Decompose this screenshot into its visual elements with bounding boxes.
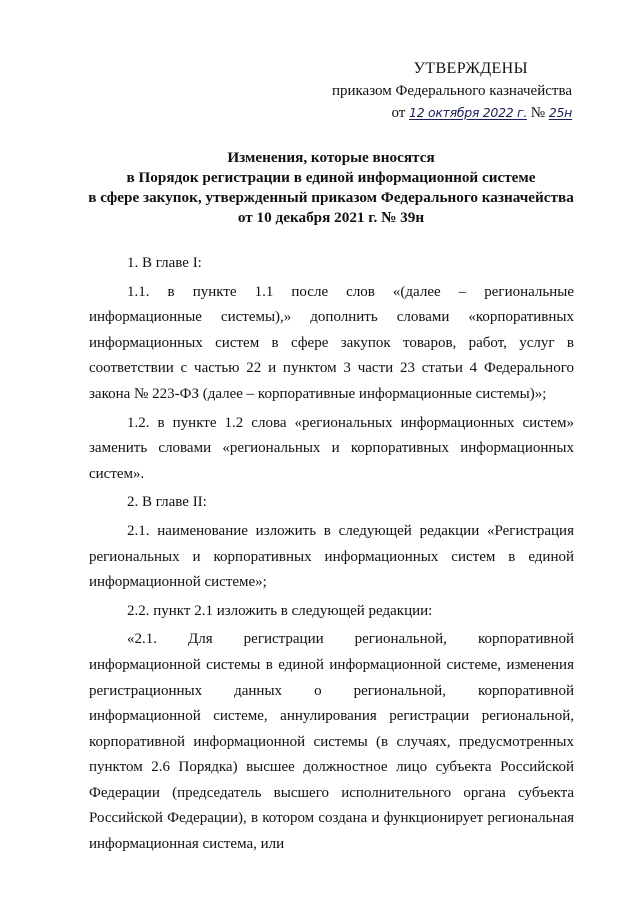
title-line-1: Изменения, которые вносятся [227,149,435,166]
approval-date-prefix: от [391,105,406,121]
approval-date-line [272,102,572,124]
paragraph-2-1-new-text: «2.1. Для регистрации региональной, корпоративной информационной системы в единой информационной системе, изменения регистрационных данных о региональной, корпоративной информационной системе, аннулирования регистрации региональной, корпоративной информационной системы (в случаях, предусмотренных пунктом 2.6 Порядка) высшее должностное лицо субъекта Российской Федерации (председатель высшего исполнительного органа субъекта Российской Федерации), в котором создана и функционирует региональная информационная система, или [89,631,574,853]
paragraph-2-1: 2.1. наименование изложить в следующей редакции «Регистрация региональных и корпоративных информационных систем в единой информационной системе»; [89,522,574,591]
approval-date-handwritten: 12 октября 2022 г. [409,105,527,120]
document-title [86,148,576,228]
title-line-3: в сфере закупок, утвержденный приказом Федерального казначейства [88,189,574,206]
approval-heading: УТВЕРЖДЕНЫ [413,60,528,77]
paragraph-1-2: 1.2. в пункте 1.2 слова «региональных информационных систем» заменить словами «региональных и корпоративных информационных систем». [89,414,574,482]
paragraph-1-1: 1.1. в пункте 1.1 после слов «(далее – региональные информационные системы),» дополнить словами «корпоративных информационных систем в сфере закупок товаров, работ, услуг в соответствии с частью 22 и пунктом 3 части 23 статьи 4 Федерального закона № 223-ФЗ (далее – корпоративные информационные системы)»; [89,283,574,402]
approval-number-sign: № [530,105,546,121]
paragraph-chapter-2: 2. В главе II: [127,494,207,511]
approval-number-handwritten: 25н [548,105,572,120]
approval-block [272,58,572,124]
paragraph-2-2: 2.2. пункт 2.1 изложить в следующей редакции: [127,602,433,619]
paragraph-chapter-1: 1. В главе I: [127,255,202,271]
document-body [89,251,574,858]
title-line-2: в Порядок регистрации в единой информационной системе [126,169,536,186]
approval-order-by: приказом Федерального казначейства [331,83,572,99]
title-line-4: от 10 декабря 2021 г. № 39н [237,209,425,226]
